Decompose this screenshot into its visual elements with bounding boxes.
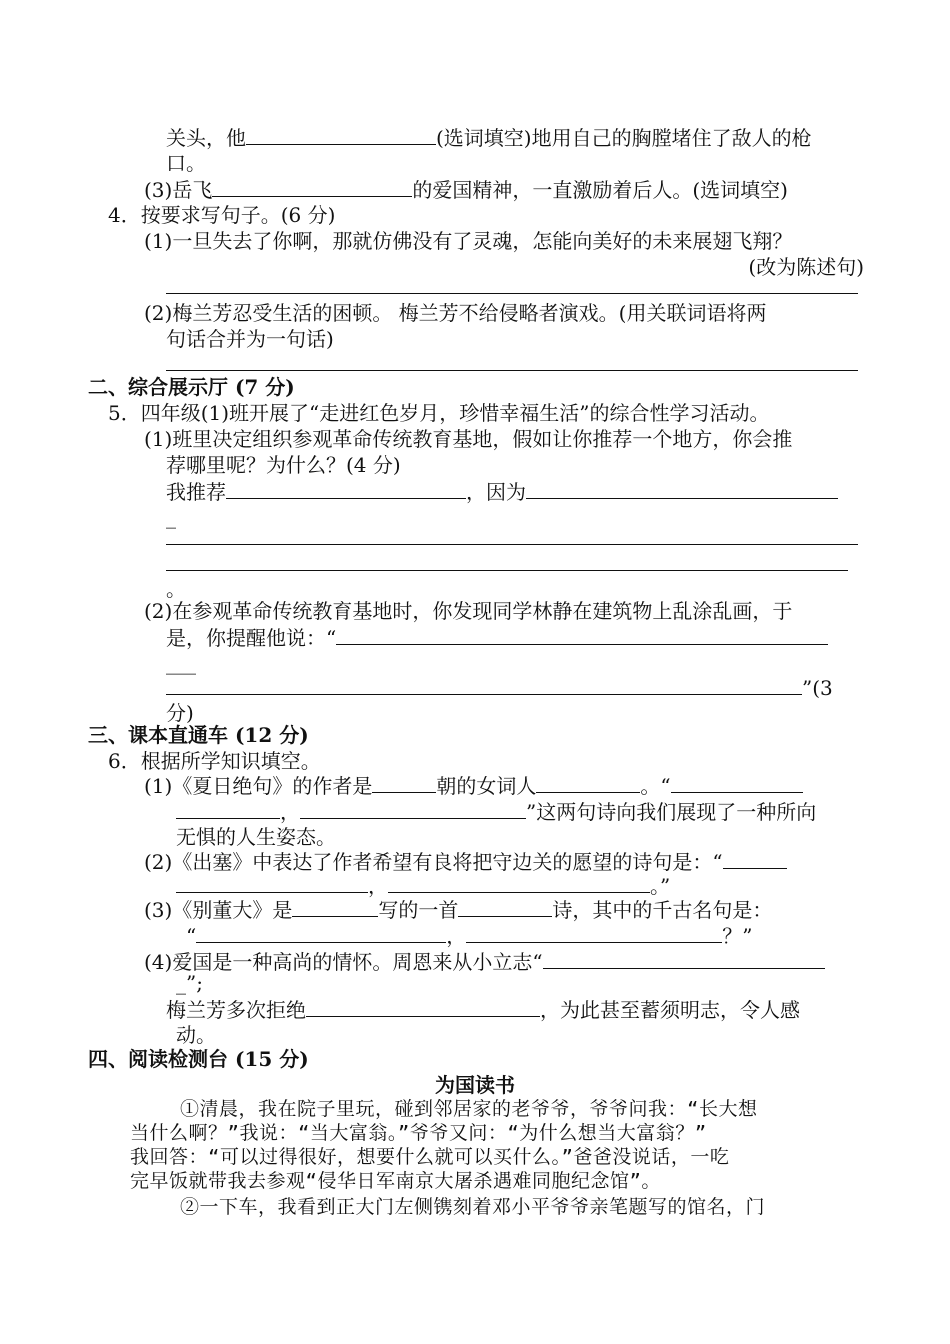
question-5-2-e: 分) (166, 701, 194, 725)
poem-blank[interactable] (196, 922, 446, 943)
question-6-3-b: “ ， ？” (186, 924, 753, 948)
refuse-blank[interactable] (306, 996, 540, 1017)
question-4-2-b: 句话合并为一句话) (166, 327, 334, 351)
passage-title: 为国读书 (435, 1073, 515, 1097)
question-5-2-d: ”(3 (166, 674, 833, 701)
answer-line[interactable] (166, 570, 848, 571)
reason-dash: _ (166, 505, 176, 529)
fragment-line-1: 关头，他 (选词填空)地用自己的胸膛堵住了敌人的枪 (166, 126, 812, 150)
question-5-1-a: (1)班里决定组织参观革命传统教育基地，假如让你推荐一个地方，你会推 (144, 427, 793, 451)
fragment-line-3: (3)岳飞 的爱国精神，一直激励着后人。(选词填空) (144, 178, 788, 202)
reminder-blank-2[interactable] (166, 674, 802, 695)
reminder-blank[interactable] (336, 624, 828, 645)
question-5-2-a: (2)在参观革命传统教育基地时，你发现同学林静在建筑物上乱涂乱画，于 (144, 599, 793, 623)
recommend-line: 我推荐 ，因为 (166, 478, 838, 505)
question-4-2-a: (2)梅兰芳忍受生活的困顿。 梅兰芳不给侵略者演戏。(用关联词语将两 (144, 301, 767, 325)
question-6-1-c: 无惧的人生姿态。 (176, 825, 336, 849)
question-6: 6．根据所学知识填空。 (108, 749, 321, 773)
section-3-heading: 三、课本直通车 (12 分) (88, 723, 309, 747)
question-6-1-a: (1)《夏日绝句》的作者是 朝的女词人 。“ (144, 772, 803, 799)
genre-blank[interactable] (458, 896, 552, 917)
poet-blank[interactable] (536, 772, 640, 793)
poem-blank[interactable] (388, 872, 650, 893)
aspiration-blank[interactable] (543, 948, 825, 969)
question-6-1-b: ， ”这两句诗向我们展现了一种所向 (176, 798, 816, 825)
poem-blank[interactable] (466, 922, 722, 943)
poem-blank[interactable] (671, 772, 803, 793)
poem-blank[interactable] (176, 872, 368, 893)
question-5-1-b: 荐哪里呢？为什么？(4 分) (166, 453, 401, 477)
passage-line: 我回答：“可以过得很好，想要什么就可以买什么。”爸爸没说话，一吃 (130, 1146, 730, 1168)
dynasty-blank[interactable] (372, 772, 436, 793)
passage-line: ①清晨，我在院子里玩，碰到邻居家的老爷爷，爷爷问我：“长大想 (180, 1098, 758, 1120)
author-blank[interactable] (292, 896, 378, 917)
recommend-blank[interactable] (226, 478, 466, 499)
question-6-2-a: (2)《出塞》中表达了作者希望有良将把守边关的愿望的诗句是：“ (144, 848, 787, 875)
reason-blank[interactable] (526, 478, 838, 499)
passage-line: ②一下车，我看到正大门左侧镌刻着邓小平爷爷亲笔题写的馆名，门 (180, 1196, 766, 1218)
poem-blank[interactable] (723, 848, 787, 869)
answer-line[interactable] (166, 544, 858, 545)
question-5-2-c: ___ (166, 651, 196, 675)
answer-blank[interactable] (246, 124, 436, 145)
poem-blank[interactable] (176, 798, 280, 819)
question-4-1-note: (改为陈述句) (748, 255, 864, 279)
question-4-title: 4．按要求写句子。(6 分) (108, 203, 336, 227)
passage-line: 当什么啊？”我说：“当大富翁。”爷爷又问：“为什么想当大富翁？” (130, 1122, 707, 1144)
question-5: 5．四年级(1)班开展了“走进红色岁月，珍惜幸福生活”的综合性学习活动。 (108, 401, 770, 425)
question-6-2-b: ， 。” (176, 872, 670, 899)
question-4-1: (1)一旦失去了你啊，那就仿佛没有了灵魂，怎能向美好的未来展翅飞翔？ (144, 229, 793, 253)
poem-blank[interactable] (300, 798, 526, 819)
question-5-2-b: 是，你提醒他说：“ (166, 624, 828, 651)
question-6-4-d: 动。 (176, 1023, 216, 1047)
section-2-heading: 二、综合展示厅 (7 分) (88, 375, 295, 399)
answer-line[interactable] (166, 370, 858, 371)
question-6-4-a: (4)爱国是一种高尚的情怀。周恩来从小立志“ (144, 948, 825, 975)
question-6-4-b: _”; (176, 971, 203, 995)
question-6-4-c: 梅兰芳多次拒绝 ，为此甚至蓄须明志，令人感 (166, 998, 800, 1022)
question-6-3-a: (3)《别董大》是 写的一首 诗，其中的千古名句是： (144, 898, 773, 922)
period-mark: 。 (166, 577, 186, 601)
answer-blank[interactable] (212, 176, 412, 197)
answer-line[interactable] (166, 293, 858, 294)
fragment-line-2: 口。 (166, 151, 206, 175)
section-4-heading: 四、阅读检测台 (15 分) (88, 1047, 309, 1071)
passage-line: 完早饭就带我去参观“侵华日军南京大屠杀遇难同胞纪念馆”。 (130, 1170, 661, 1192)
